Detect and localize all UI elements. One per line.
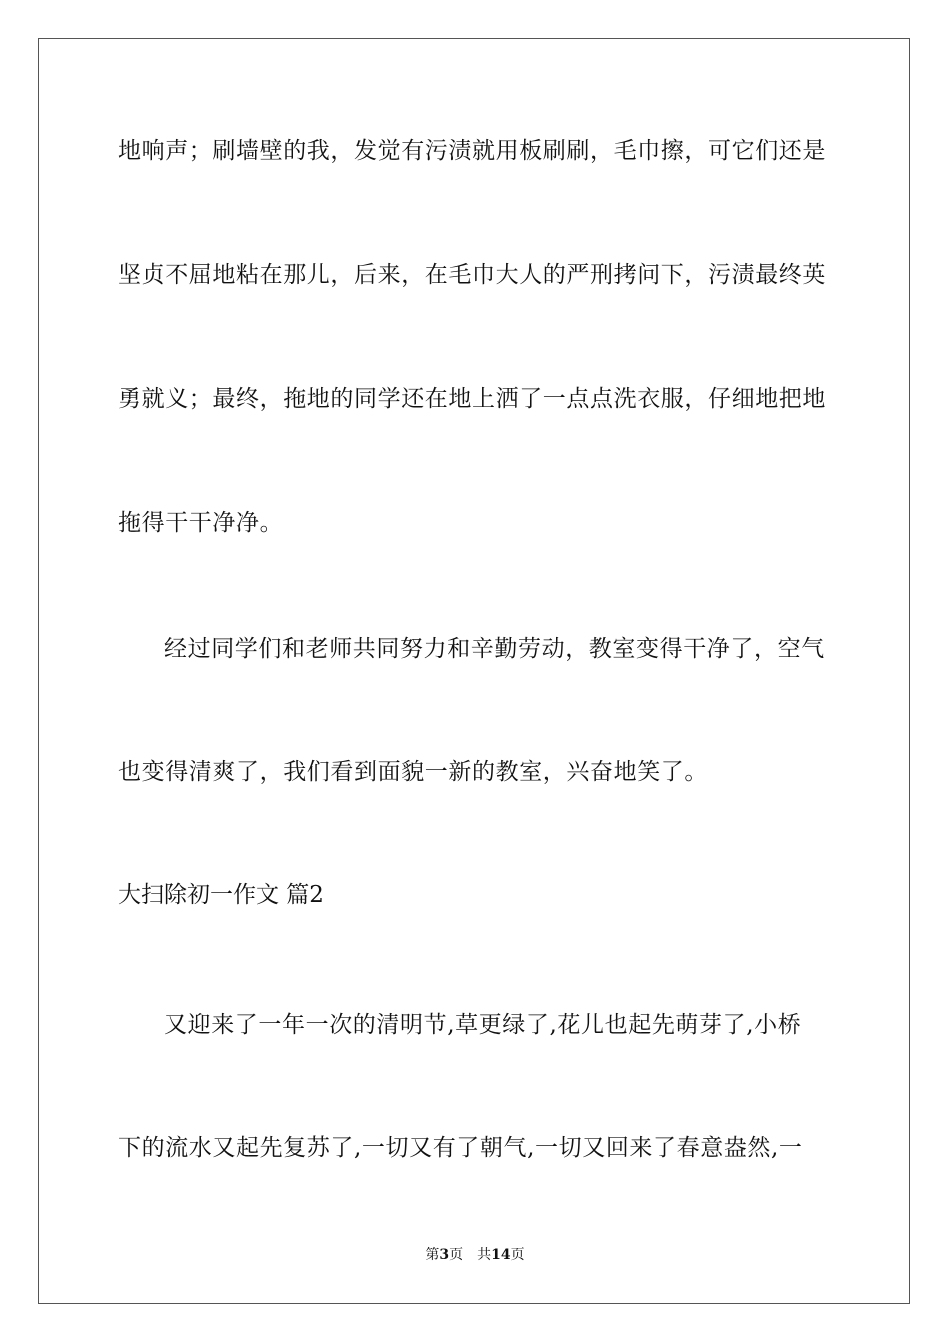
text-line: 勇就义；最终，拖地的同学还在地上洒了一点点洗衣服，仔细地把地 <box>118 386 826 412</box>
section-heading: 大扫除初一作文 篇2 <box>118 882 324 908</box>
text-line: 地响声；刷墙壁的我，发觉有污渍就用板刷刷，毛巾擦，可它们还是 <box>118 138 826 164</box>
total-prefix: 共 <box>477 1247 492 1263</box>
text-line: 下的流水又起先复苏了,一切又有了朝气,一切又回来了春意盎然,一 <box>118 1135 803 1161</box>
text-line: 坚贞不屈地粘在那儿，后来，在毛巾大人的严刑拷问下，污渍最终英 <box>118 262 826 288</box>
current-page-number: 3 <box>439 1247 450 1263</box>
paragraph-first-line: 又迎来了一年一次的清明节,草更绿了,花儿也起先萌芽了,小桥 <box>164 1012 802 1038</box>
total-page-count: 14 <box>491 1247 511 1263</box>
paragraph-first-line: 经过同学们和老师共同努力和辛勤劳动，教室变得干净了，空气 <box>164 636 825 662</box>
text-line: 也变得清爽了，我们看到面貌一新的教室，兴奋地笑了。 <box>118 759 708 785</box>
total-suffix: 页 <box>510 1247 525 1263</box>
page-suffix: 页 <box>449 1247 464 1263</box>
page-footer <box>0 1246 950 1264</box>
page-prefix: 第 <box>425 1247 440 1263</box>
page-border <box>38 38 910 1304</box>
text-line: 拖得干干净净。 <box>118 510 284 536</box>
